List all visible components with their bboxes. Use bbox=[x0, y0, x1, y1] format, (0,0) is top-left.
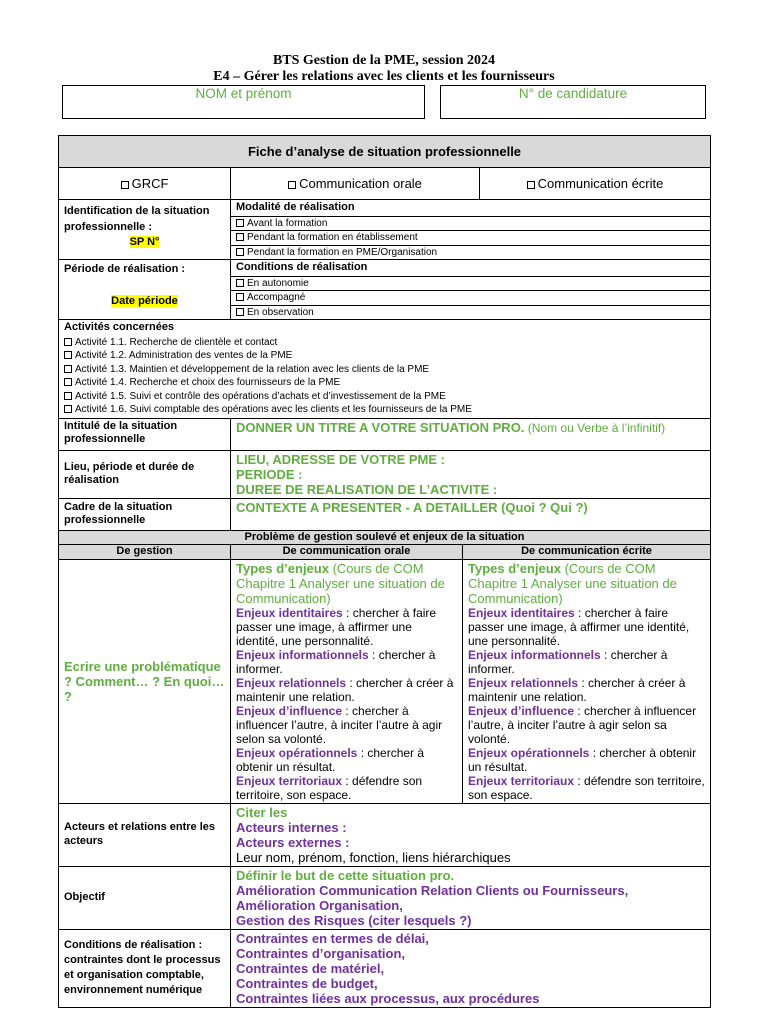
enjeu-name: Enjeux opérationnels bbox=[236, 745, 358, 760]
condition-option-label: Accompagné bbox=[247, 292, 306, 303]
col-header-orale: De communication orale bbox=[231, 545, 463, 560]
enjeu-name: Enjeux relationnels bbox=[236, 675, 347, 690]
contrainte-line: Contraintes d’organisation, bbox=[236, 945, 406, 961]
exam-subtitle: E4 – Gérer les relations avec les clients et les fournisseurs bbox=[213, 69, 555, 84]
periode-label: Période de réalisation : bbox=[64, 263, 186, 275]
enjeu-item bbox=[468, 676, 705, 704]
activites-title: Activités concernées bbox=[64, 321, 175, 333]
enjeu-name: Enjeux d’influence bbox=[236, 703, 343, 718]
activite-label: Activité 1.2. Administration des ventes de la PME bbox=[75, 350, 293, 361]
acteurs-citer: Citer les bbox=[236, 804, 288, 820]
enjeu-item bbox=[236, 676, 457, 704]
condition-option[interactable] bbox=[231, 305, 710, 320]
checkbox-icon[interactable] bbox=[64, 392, 72, 400]
enjeu-desc: : chercher à influencer l’autre, à inciter l’autre à agir selon sa volonté. bbox=[468, 703, 697, 746]
intitule-value: DONNER UN TITRE A VOTRE SITUATION PRO. bbox=[236, 419, 525, 435]
checkbox-icon[interactable] bbox=[236, 248, 244, 256]
check-ecrite-label: Communication écrite bbox=[537, 175, 664, 191]
contrainte-line: Contraintes de budget, bbox=[236, 975, 378, 991]
enjeux-ref: (Cours de COM Chapitre 1 Analyser une situation de Communication) bbox=[236, 560, 445, 606]
enjeu-item bbox=[236, 606, 457, 648]
activites-cell bbox=[59, 320, 711, 419]
name-field-label: NOM et prénom bbox=[195, 86, 292, 101]
enjeu-item bbox=[236, 774, 457, 802]
probleme-title: Problème de gestion soulevé et enjeux de la situation bbox=[59, 530, 711, 545]
sp-number-label: SP N° bbox=[129, 236, 160, 248]
objectif-line: Amélioration Communication Relation Clients ou Fournisseurs, bbox=[236, 882, 629, 898]
modalite-option-label: Pendant la formation en établissement bbox=[247, 232, 418, 243]
enjeu-desc: : chercher à créer à maintenir une relation. bbox=[468, 675, 686, 704]
acteurs-externes: Acteurs externes : bbox=[236, 834, 350, 850]
modalite-option[interactable] bbox=[231, 245, 710, 260]
checkbox-icon[interactable] bbox=[64, 351, 72, 359]
contrainte-line: Contraintes liées aux processus, aux procédures bbox=[236, 990, 540, 1006]
modalite-option[interactable] bbox=[231, 216, 710, 231]
activite-label: Activité 1.6. Suivi comptable des opérations avec les clients et les fournisseurs de la PME bbox=[75, 404, 472, 415]
check-grcf-label: GRCF bbox=[131, 175, 169, 191]
gestion-problematique[interactable]: Ecrire une problématique ? Comment… ? En quoi… ? bbox=[59, 559, 231, 803]
check-oral-label: Communication orale bbox=[299, 175, 422, 191]
acteurs-label: Acteurs et relations entre les acteurs bbox=[59, 803, 231, 866]
identification-cell bbox=[59, 200, 231, 260]
enjeu-desc: : chercher à obtenir un résultat. bbox=[236, 745, 425, 774]
enjeux-title: Types d’enjeux bbox=[236, 560, 329, 576]
checkbox-icon[interactable] bbox=[64, 405, 72, 413]
checkbox-icon[interactable] bbox=[236, 308, 244, 316]
objectif-label: Objectif bbox=[59, 866, 231, 929]
candidate-number-label: N° de candidature bbox=[518, 86, 628, 101]
enjeu-item bbox=[468, 746, 705, 774]
sheet-title: Fiche d’analyse de situation professionnelle bbox=[59, 136, 711, 168]
enjeux-orale-cell[interactable] bbox=[231, 559, 463, 803]
enjeu-name: Enjeux informationnels bbox=[236, 647, 369, 662]
candidate-number-field[interactable] bbox=[440, 85, 706, 119]
enjeu-desc: : défendre son territoire, son espace. bbox=[468, 773, 705, 802]
acteurs-value-cell[interactable] bbox=[231, 803, 711, 866]
enjeu-name: Enjeux opérationnels bbox=[468, 745, 590, 760]
objectif-define: Définir le but de cette situation pro. bbox=[236, 867, 455, 883]
lieu-label: Lieu, période et durée de réalisation bbox=[59, 450, 231, 498]
checkbox-icon[interactable] bbox=[236, 233, 244, 241]
enjeu-name: Enjeux identitaires bbox=[468, 605, 575, 620]
cadre-label: Cadre de la situation professionnelle bbox=[59, 498, 231, 530]
checkbox-icon[interactable] bbox=[236, 293, 244, 301]
enjeu-desc: : chercher à informer. bbox=[236, 647, 436, 676]
activite-item[interactable] bbox=[64, 349, 705, 363]
enjeu-item bbox=[236, 648, 457, 676]
enjeu-item bbox=[468, 606, 705, 648]
checkbox-icon[interactable] bbox=[236, 219, 244, 227]
intitule-label: Intitulé de la situation professionnelle bbox=[59, 418, 231, 450]
enjeu-item bbox=[236, 704, 457, 746]
acteurs-details: Leur nom, prénom, fonction, liens hiérarchiques bbox=[236, 849, 511, 865]
enjeu-item bbox=[236, 746, 457, 774]
periode-line: PERIODE : bbox=[236, 466, 303, 482]
enjeux-ref: (Cours de COM Chapitre 1 Analyser une situation de Communication) bbox=[468, 560, 677, 606]
acteurs-internes: Acteurs internes : bbox=[236, 819, 347, 835]
checkbox-icon[interactable] bbox=[527, 181, 535, 189]
enjeu-desc: : chercher à créer à maintenir une relation. bbox=[236, 675, 454, 704]
condition-option[interactable] bbox=[231, 290, 710, 305]
modalite-title: Modalité de réalisation bbox=[236, 201, 355, 213]
identification-label: Identification de la situation professionnelle : bbox=[64, 205, 210, 233]
contrainte-line: Contraintes de matériel, bbox=[236, 960, 385, 976]
enjeu-desc: : chercher à faire passer une image, à affirmer une identité, une personnalité. bbox=[236, 605, 437, 648]
enjeu-name: Enjeux d’influence bbox=[468, 703, 575, 718]
enjeu-name: Enjeux relationnels bbox=[468, 675, 579, 690]
condition-option-label: En observation bbox=[247, 306, 314, 318]
checkbox-icon[interactable] bbox=[121, 181, 129, 189]
enjeu-desc: : chercher à faire passer une image, à affirmer une identité, une personnalité. bbox=[468, 605, 690, 648]
enjeux-ecrite-cell[interactable] bbox=[463, 559, 711, 803]
checkbox-icon[interactable] bbox=[64, 365, 72, 373]
checkbox-icon[interactable] bbox=[64, 338, 72, 346]
enjeu-name: Enjeux territoriaux bbox=[468, 773, 575, 788]
modalite-option[interactable] bbox=[231, 230, 710, 245]
checkbox-icon[interactable] bbox=[64, 378, 72, 386]
col-header-gestion: De gestion bbox=[59, 545, 231, 560]
activite-item[interactable] bbox=[64, 363, 705, 377]
enjeu-item bbox=[468, 648, 705, 676]
checkbox-icon[interactable] bbox=[288, 181, 296, 189]
activite-item[interactable] bbox=[64, 390, 705, 404]
enjeu-name: Enjeux identitaires bbox=[236, 605, 343, 620]
conditions-title: Conditions de réalisation bbox=[236, 261, 368, 273]
enjeu-desc: : défendre son territoire, son espace. bbox=[236, 773, 423, 802]
contrainte-line: Contraintes en termes de délai, bbox=[236, 930, 429, 946]
condition-option[interactable] bbox=[231, 276, 710, 291]
modalite-option-label: Pendant la formation en PME/Organisation bbox=[247, 246, 438, 258]
enjeu-desc: : chercher à obtenir un résultat. bbox=[468, 745, 697, 774]
activite-label: Activité 1.4. Recherche et choix des fournisseurs de la PME bbox=[75, 377, 341, 388]
col-header-ecrite: De communication écrite bbox=[463, 545, 711, 560]
contraintes-cell[interactable] bbox=[231, 929, 711, 1007]
enjeux-title: Types d’enjeux bbox=[468, 560, 561, 576]
check-grcf[interactable] bbox=[59, 168, 231, 200]
cadre-value[interactable]: CONTEXTE A PRESENTER - A DETAILLER (Quoi ? Qui ?) bbox=[231, 498, 711, 530]
lieu-line: LIEU, ADRESSE DE VOTRE PME : bbox=[236, 451, 445, 467]
enjeu-item bbox=[468, 704, 705, 746]
enjeu-name: Enjeux territoriaux bbox=[236, 773, 343, 788]
enjeu-name: Enjeux informationnels bbox=[468, 647, 601, 662]
objectif-line: Amélioration Organisation, bbox=[236, 897, 403, 913]
objectif-value-cell[interactable] bbox=[231, 866, 711, 929]
modalite-cell bbox=[231, 200, 711, 260]
activite-label: Activité 1.1. Recherche de clientèle et contact bbox=[75, 336, 278, 348]
exam-title: BTS Gestion de la PME, session 2024 bbox=[272, 53, 496, 68]
activite-item[interactable] bbox=[64, 336, 705, 350]
checkbox-icon[interactable] bbox=[236, 279, 244, 287]
condition-option-label: En autonomie bbox=[247, 277, 309, 289]
activite-label: Activité 1.3. Maintien et développement de la relation avec les clients de la PME bbox=[75, 363, 430, 375]
date-period-label: Date période bbox=[111, 294, 178, 307]
objectif-line: Gestion des Risques (citer lesquels ?) bbox=[236, 912, 472, 928]
modalite-option-label: Avant la formation bbox=[247, 217, 328, 229]
name-field[interactable] bbox=[62, 85, 425, 119]
analysis-sheet bbox=[58, 135, 711, 1008]
check-oral[interactable] bbox=[231, 168, 480, 200]
activite-item[interactable] bbox=[64, 403, 705, 417]
conditions-cell bbox=[231, 260, 711, 320]
check-ecrite[interactable] bbox=[480, 168, 711, 200]
enjeu-desc: : chercher à influencer l’autre, à inciter l’autre à agir selon sa volonté. bbox=[236, 703, 443, 746]
intitule-hint: (Nom ou Verbe à l’infinitif) bbox=[524, 420, 666, 435]
periode-cell bbox=[59, 260, 231, 320]
activite-item[interactable] bbox=[64, 376, 705, 390]
intitule-value-cell[interactable] bbox=[231, 418, 711, 450]
enjeu-item bbox=[468, 774, 705, 802]
duree-line: DUREE DE REALISATION DE L’ACTIVITE : bbox=[236, 481, 498, 497]
activite-label: Activité 1.5. Suivi et contrôle des opérations d’achats et d’investissement de la PME bbox=[75, 390, 446, 402]
enjeu-desc: : chercher à informer. bbox=[468, 647, 668, 676]
conditions-realisation-label: Conditions de réalisation : contraintes dont le processus et organisation comptable, environnement numérique bbox=[59, 929, 231, 1007]
lieu-value-cell[interactable] bbox=[231, 450, 711, 498]
